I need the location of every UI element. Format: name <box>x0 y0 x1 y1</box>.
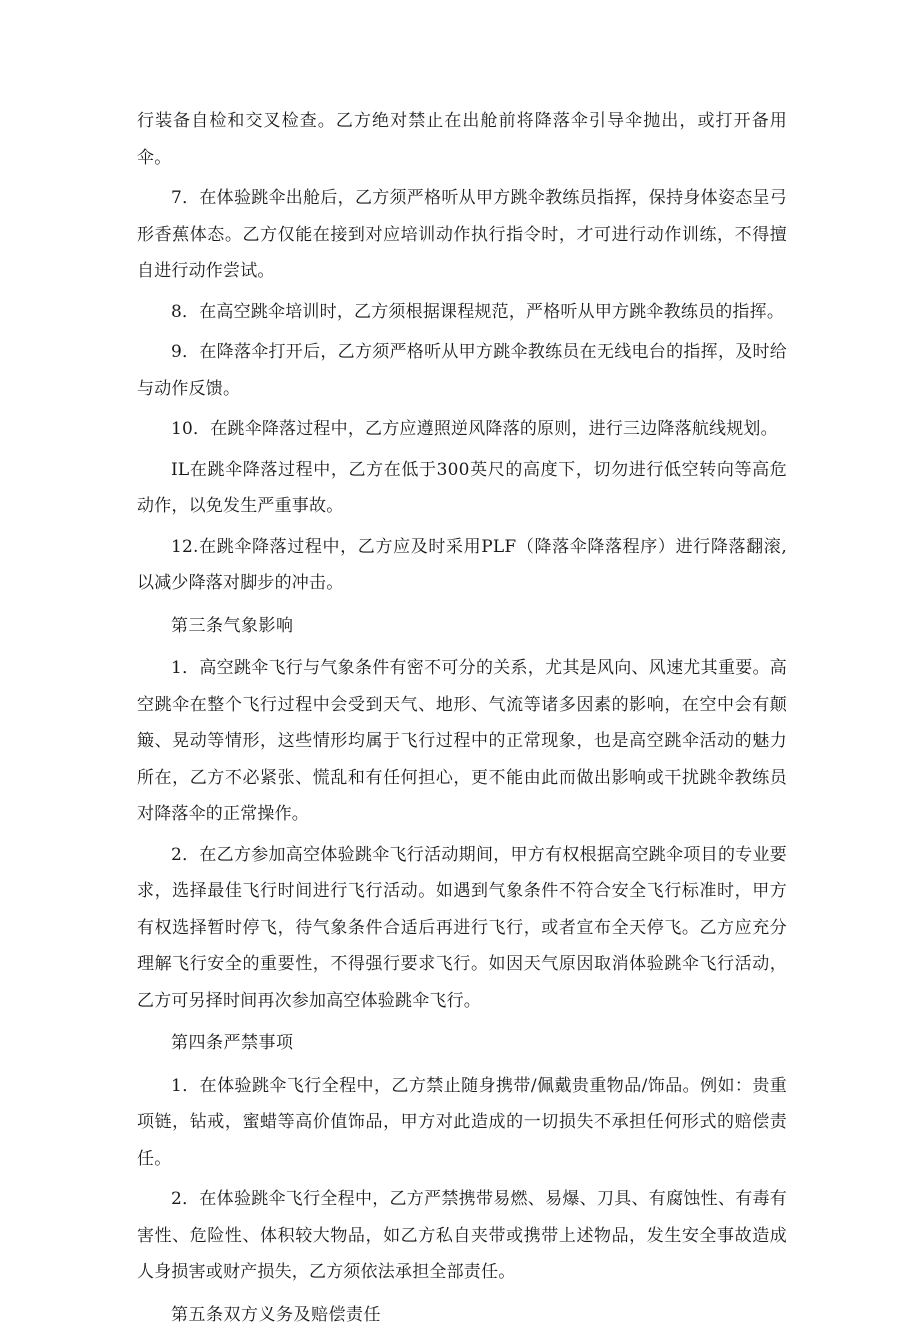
paragraph-item-11: IL在跳伞降落过程中，乙方在低于300英尺的高度下，切勿进行低空转向等高危动作，以免发生严重事故。 <box>137 452 787 525</box>
paragraph-item-10: 10．在跳伞降落过程中，乙方应遵照逆风降落的原则，进行三边降落航线规划。 <box>137 411 787 448</box>
paragraph-item-12: 12.在跳伞降落过程中，乙方应及时采用PLF（降落伞降落程序）进行降落翻滚,以减少降落对脚步的冲击。 <box>137 529 787 602</box>
paragraph-item-9: 9．在降落伞打开后，乙方须严格听从甲方跳伞教练员在无线电台的指挥，及时给与动作反馈。 <box>137 334 787 407</box>
section-heading-weather: 第三条气象影响 <box>137 608 787 645</box>
paragraph-prohibition-2: 2．在体验跳伞飞行全程中，乙方严禁携带易燃、易爆、刀具、有腐蚀性、有毒有害性、危险性、体积较大物品，如乙方私自夹带或携带上述物品，发生安全事故造成人身损害或财产损失，乙方须依法承担全部责任。 <box>137 1181 787 1291</box>
paragraph-item-7: 7．在体验跳伞出舱后，乙方须严格听从甲方跳伞教练员指挥，保持身体姿态呈弓形香蕉体态。乙方仅能在接到对应培训动作执行指令时，才可进行动作训练，不得擅自进行动作尝试。 <box>137 180 787 290</box>
section-heading-obligations: 第五条双方义务及赔偿责任 <box>137 1297 787 1333</box>
paragraph-prohibition-1: 1．在体验跳伞飞行全程中，乙方禁止随身携带/佩戴贵重物品/饰品。例如：贵重项链，钻戒，蜜蜡等高价值饰品，甲方对此造成的一切损失不承担任何形式的赔偿责任。 <box>137 1068 787 1178</box>
paragraph-item-8: 8．在高空跳伞培训时，乙方须根据课程规范，严格听从甲方跳伞教练员的指挥。 <box>137 294 787 331</box>
paragraph-weather-1: 1．高空跳伞飞行与气象条件有密不可分的关系，尤其是风向、风速尤其重要。高空跳伞在整个飞行过程中会受到天气、地形、气流等诸多因素的影响，在空中会有颠簸、晃动等情形，这些情形均属于飞行过程中的正常现象，也是高空跳伞活动的魅力所在，乙方不必紧张、慌乱和有任何担心，更不能由此而做出影响或干扰跳伞教练员对降落伞的正常操作。 <box>137 650 787 833</box>
document-page <box>137 103 787 1333</box>
paragraph-equipment-check: 行装备自检和交叉检查。乙方绝对禁止在出舱前将降落伞引导伞抛出，或打开备用伞。 <box>137 103 787 176</box>
section-heading-prohibitions: 第四条严禁事项 <box>137 1025 787 1062</box>
paragraph-weather-2: 2．在乙方参加高空体验跳伞飞行活动期间，甲方有权根据高空跳伞项目的专业要求，选择最佳飞行时间进行飞行活动。如遇到气象条件不符合安全飞行标准时，甲方有权选择暂时停飞，待气象条件合适后再进行飞行，或者宣布全天停飞。乙方应充分理解飞行安全的重要性，不得强行要求飞行。如因天气原因取消体验跳伞飞行活动，乙方可另择时间再次参加高空体验跳伞飞行。 <box>137 837 787 1020</box>
